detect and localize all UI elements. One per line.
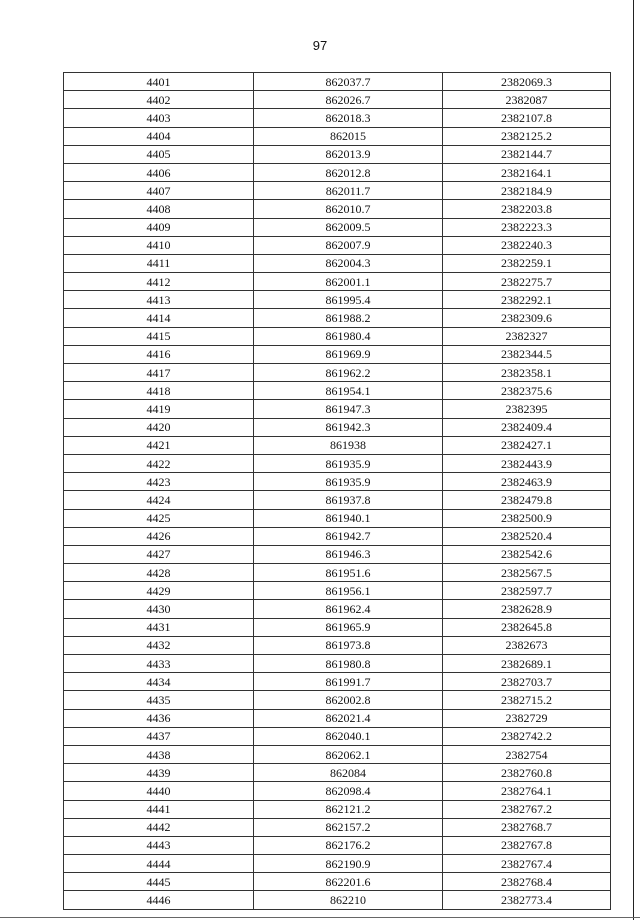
- table-row: [64, 891, 611, 909]
- table-row: [64, 564, 611, 582]
- table-row: [64, 454, 611, 472]
- point-number-cell: 4402: [64, 91, 254, 109]
- x-coordinate-cell: 861980.4: [254, 327, 443, 345]
- point-number-cell: 4410: [64, 236, 254, 254]
- y-coordinate-cell: 2382107.8: [443, 109, 611, 127]
- y-coordinate-cell: 2382125.2: [443, 127, 611, 145]
- table-row: [64, 91, 611, 109]
- table-row: [64, 673, 611, 691]
- x-coordinate-cell: 861935.9: [254, 454, 443, 472]
- y-coordinate-cell: 2382395: [443, 400, 611, 418]
- point-number-cell: 4416: [64, 345, 254, 363]
- table-row: [64, 291, 611, 309]
- table-row: [64, 836, 611, 854]
- y-coordinate-cell: 2382358.1: [443, 364, 611, 382]
- coordinates-table: [63, 72, 611, 910]
- point-number-cell: 4412: [64, 273, 254, 291]
- point-number-cell: 4408: [64, 200, 254, 218]
- table-row: [64, 636, 611, 654]
- coordinates-table-body: [64, 73, 611, 910]
- x-coordinate-cell: 861946.3: [254, 545, 443, 563]
- x-coordinate-cell: 862210: [254, 891, 443, 909]
- y-coordinate-cell: 2382768.7: [443, 818, 611, 836]
- table-row: [64, 236, 611, 254]
- point-number-cell: 4401: [64, 73, 254, 91]
- table-row: [64, 109, 611, 127]
- x-coordinate-cell: 861962.4: [254, 600, 443, 618]
- table-row: [64, 418, 611, 436]
- point-number-cell: 4417: [64, 364, 254, 382]
- y-coordinate-cell: 2382223.3: [443, 218, 611, 236]
- x-coordinate-cell: 862021.4: [254, 709, 443, 727]
- point-number-cell: 4411: [64, 254, 254, 272]
- point-number-cell: 4418: [64, 382, 254, 400]
- table-row: [64, 364, 611, 382]
- y-coordinate-cell: 2382760.8: [443, 764, 611, 782]
- table-row: [64, 545, 611, 563]
- point-number-cell: 4433: [64, 655, 254, 673]
- y-coordinate-cell: 2382344.5: [443, 345, 611, 363]
- y-coordinate-cell: 2382164.1: [443, 163, 611, 181]
- x-coordinate-cell: 862012.8: [254, 163, 443, 181]
- x-coordinate-cell: 861951.6: [254, 564, 443, 582]
- x-coordinate-cell: 862007.9: [254, 236, 443, 254]
- table-row: [64, 218, 611, 236]
- point-number-cell: 4440: [64, 782, 254, 800]
- y-coordinate-cell: 2382767.2: [443, 800, 611, 818]
- point-number-cell: 4428: [64, 564, 254, 582]
- table-row: [64, 818, 611, 836]
- table-row: [64, 618, 611, 636]
- y-coordinate-cell: 2382479.8: [443, 491, 611, 509]
- y-coordinate-cell: 2382240.3: [443, 236, 611, 254]
- y-coordinate-cell: 2382628.9: [443, 600, 611, 618]
- x-coordinate-cell: 861942.3: [254, 418, 443, 436]
- x-coordinate-cell: 861995.4: [254, 291, 443, 309]
- point-number-cell: 4426: [64, 527, 254, 545]
- x-coordinate-cell: 861962.2: [254, 364, 443, 382]
- table-row: [64, 254, 611, 272]
- y-coordinate-cell: 2382184.9: [443, 182, 611, 200]
- point-number-cell: 4437: [64, 727, 254, 745]
- table-row: [64, 473, 611, 491]
- table-row: [64, 327, 611, 345]
- x-coordinate-cell: 861980.8: [254, 655, 443, 673]
- table-row: [64, 127, 611, 145]
- y-coordinate-cell: 2382275.7: [443, 273, 611, 291]
- y-coordinate-cell: 2382673: [443, 636, 611, 654]
- table-row: [64, 509, 611, 527]
- x-coordinate-cell: 861956.1: [254, 582, 443, 600]
- page-number: 97: [312, 38, 328, 53]
- point-number-cell: 4435: [64, 691, 254, 709]
- point-number-cell: 4432: [64, 636, 254, 654]
- x-coordinate-cell: 862011.7: [254, 182, 443, 200]
- y-coordinate-cell: 2382729: [443, 709, 611, 727]
- x-coordinate-cell: 862176.2: [254, 836, 443, 854]
- y-coordinate-cell: 2382767.4: [443, 855, 611, 873]
- table-row: [64, 582, 611, 600]
- x-coordinate-cell: 861947.3: [254, 400, 443, 418]
- x-coordinate-cell: 861954.1: [254, 382, 443, 400]
- point-number-cell: 4446: [64, 891, 254, 909]
- point-number-cell: 4404: [64, 127, 254, 145]
- y-coordinate-cell: 2382773.4: [443, 891, 611, 909]
- point-number-cell: 4445: [64, 873, 254, 891]
- y-coordinate-cell: 2382742.2: [443, 727, 611, 745]
- y-coordinate-cell: 2382259.1: [443, 254, 611, 272]
- x-coordinate-cell: 862002.8: [254, 691, 443, 709]
- y-coordinate-cell: 2382597.7: [443, 582, 611, 600]
- y-coordinate-cell: 2382443.9: [443, 454, 611, 472]
- point-number-cell: 4439: [64, 764, 254, 782]
- y-coordinate-cell: 2382689.1: [443, 655, 611, 673]
- point-number-cell: 4429: [64, 582, 254, 600]
- table-row: [64, 709, 611, 727]
- x-coordinate-cell: 861969.9: [254, 345, 443, 363]
- point-number-cell: 4405: [64, 145, 254, 163]
- y-coordinate-cell: 2382715.2: [443, 691, 611, 709]
- point-number-cell: 4422: [64, 454, 254, 472]
- table-row: [64, 873, 611, 891]
- point-number-cell: 4424: [64, 491, 254, 509]
- x-coordinate-cell: 862026.7: [254, 91, 443, 109]
- x-coordinate-cell: 862084: [254, 764, 443, 782]
- table-row: [64, 345, 611, 363]
- table-row: [64, 527, 611, 545]
- point-number-cell: 4438: [64, 745, 254, 763]
- x-coordinate-cell: 862018.3: [254, 109, 443, 127]
- table-row: [64, 145, 611, 163]
- point-number-cell: 4403: [64, 109, 254, 127]
- x-coordinate-cell: 862004.3: [254, 254, 443, 272]
- y-coordinate-cell: 2382327: [443, 327, 611, 345]
- point-number-cell: 4427: [64, 545, 254, 563]
- y-coordinate-cell: 2382764.1: [443, 782, 611, 800]
- x-coordinate-cell: 862121.2: [254, 800, 443, 818]
- y-coordinate-cell: 2382767.8: [443, 836, 611, 854]
- table-row: [64, 309, 611, 327]
- point-number-cell: 4434: [64, 673, 254, 691]
- point-number-cell: 4431: [64, 618, 254, 636]
- y-coordinate-cell: 2382203.8: [443, 200, 611, 218]
- y-coordinate-cell: 2382375.6: [443, 382, 611, 400]
- x-coordinate-cell: 862201.6: [254, 873, 443, 891]
- page-bottom-rule: [0, 917, 640, 918]
- point-number-cell: 4423: [64, 473, 254, 491]
- x-coordinate-cell: 862001.1: [254, 273, 443, 291]
- x-coordinate-cell: 861965.9: [254, 618, 443, 636]
- x-coordinate-cell: 861937.8: [254, 491, 443, 509]
- x-coordinate-cell: 861988.2: [254, 309, 443, 327]
- point-number-cell: 4419: [64, 400, 254, 418]
- point-number-cell: 4421: [64, 436, 254, 454]
- table-row: [64, 600, 611, 618]
- table-row: [64, 855, 611, 873]
- x-coordinate-cell: 862157.2: [254, 818, 443, 836]
- y-coordinate-cell: 2382542.6: [443, 545, 611, 563]
- point-number-cell: 4444: [64, 855, 254, 873]
- point-number-cell: 4442: [64, 818, 254, 836]
- x-coordinate-cell: 862010.7: [254, 200, 443, 218]
- x-coordinate-cell: 862190.9: [254, 855, 443, 873]
- table-row: [64, 436, 611, 454]
- table-row: [64, 73, 611, 91]
- y-coordinate-cell: 2382309.6: [443, 309, 611, 327]
- y-coordinate-cell: 2382703.7: [443, 673, 611, 691]
- x-coordinate-cell: 862040.1: [254, 727, 443, 745]
- y-coordinate-cell: 2382645.8: [443, 618, 611, 636]
- point-number-cell: 4406: [64, 163, 254, 181]
- table-row: [64, 382, 611, 400]
- y-coordinate-cell: 2382500.9: [443, 509, 611, 527]
- y-coordinate-cell: 2382409.4: [443, 418, 611, 436]
- y-coordinate-cell: 2382144.7: [443, 145, 611, 163]
- x-coordinate-cell: 862062.1: [254, 745, 443, 763]
- x-coordinate-cell: 861938: [254, 436, 443, 454]
- table-row: [64, 745, 611, 763]
- x-coordinate-cell: 862098.4: [254, 782, 443, 800]
- x-coordinate-cell: 862009.5: [254, 218, 443, 236]
- table-row: [64, 273, 611, 291]
- table-row: [64, 182, 611, 200]
- x-coordinate-cell: 861991.7: [254, 673, 443, 691]
- y-coordinate-cell: 2382754: [443, 745, 611, 763]
- y-coordinate-cell: 2382427.1: [443, 436, 611, 454]
- x-coordinate-cell: 862015: [254, 127, 443, 145]
- table-row: [64, 800, 611, 818]
- point-number-cell: 4407: [64, 182, 254, 200]
- x-coordinate-cell: 861935.9: [254, 473, 443, 491]
- y-coordinate-cell: 2382768.4: [443, 873, 611, 891]
- point-number-cell: 4413: [64, 291, 254, 309]
- table-row: [64, 782, 611, 800]
- y-coordinate-cell: 2382567.5: [443, 564, 611, 582]
- y-coordinate-cell: 2382087: [443, 91, 611, 109]
- point-number-cell: 4414: [64, 309, 254, 327]
- table-row: [64, 200, 611, 218]
- x-coordinate-cell: 862013.9: [254, 145, 443, 163]
- y-coordinate-cell: 2382520.4: [443, 527, 611, 545]
- point-number-cell: 4420: [64, 418, 254, 436]
- table-row: [64, 491, 611, 509]
- x-coordinate-cell: 861940.1: [254, 509, 443, 527]
- table-row: [64, 655, 611, 673]
- table-row: [64, 727, 611, 745]
- table-row: [64, 764, 611, 782]
- x-coordinate-cell: 861942.7: [254, 527, 443, 545]
- point-number-cell: 4436: [64, 709, 254, 727]
- point-number-cell: 4443: [64, 836, 254, 854]
- table-row: [64, 691, 611, 709]
- table-row: [64, 163, 611, 181]
- point-number-cell: 4425: [64, 509, 254, 527]
- y-coordinate-cell: 2382292.1: [443, 291, 611, 309]
- x-coordinate-cell: 861973.8: [254, 636, 443, 654]
- point-number-cell: 4441: [64, 800, 254, 818]
- y-coordinate-cell: 2382463.9: [443, 473, 611, 491]
- point-number-cell: 4415: [64, 327, 254, 345]
- table-row: [64, 400, 611, 418]
- y-coordinate-cell: 2382069.3: [443, 73, 611, 91]
- page-edge-rule: [633, 0, 634, 920]
- x-coordinate-cell: 862037.7: [254, 73, 443, 91]
- point-number-cell: 4409: [64, 218, 254, 236]
- point-number-cell: 4430: [64, 600, 254, 618]
